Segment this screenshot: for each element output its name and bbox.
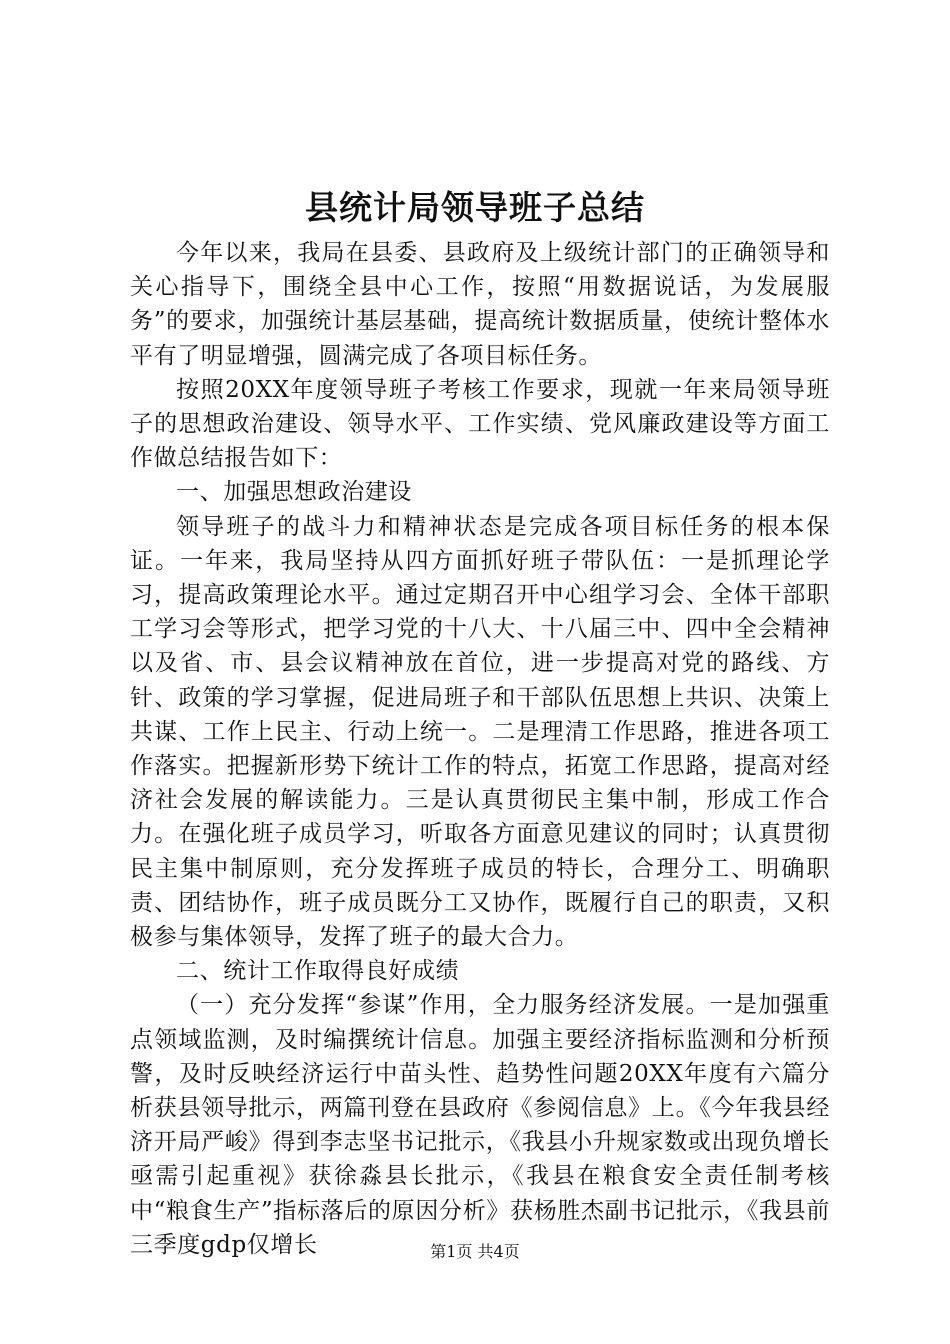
section-heading-2: 二、统计工作取得良好成绩 [176,958,460,985]
paragraph-report-scope: 按照20XX年度领导班子考核工作要求，现就一年来局领导班子的思想政治建设、领导水平、工作实绩、党风廉政建设等方面工作做总结报告如下： [130,376,830,472]
document-body [130,236,830,1262]
section-heading-1: 一、加强思想政治建设 [176,479,412,506]
document-title: 县统计局领导班子总结 [305,188,645,227]
paragraph-political-building: 领导班子的战斗力和精神状态是完成各项目标任务的根本保证。一年来，我局坚持从四方面抓好班子带队伍：一是抓理论学习，提高政策理论水平。通过定期召开中心组学习会、全体干部职工学习会等形式，把学习党的十八大、十八届三中、四中全会精神以及省、市、县会议精神放在首位，进一步提高对党的路线、方针、政策的学习掌握，促进局班子和干部队伍思想上共识、决策上共谋、工作上民主、行动上统一。二是理清工作思路，推进各项工作落实。把握新形势下统计工作的特点，拓宽工作思路，提高对经济社会发展的解读能力。三是认真贯彻民主集中制，形成工作合力。在强化班子成员学习，听取各方面意见建议的同时；认真贯彻民主集中制原则，充分发挥班子成员的特长，合理分工、明确职责、团结协作，班子成员既分工又协作，既履行自己的职责，又积极参与集体领导，发挥了班子的最大合力。 [130,513,830,951]
paragraph-intro: 今年以来，我局在县委、县政府及上级统计部门的正确领导和关心指导下，围绕全县中心工作，按照“用数据说话，为发展服务”的要求，加强统计基层基础，提高统计数据质量，使统计整体水平有了明显增强，圆满完成了各项目标任务。 [130,240,830,369]
paragraph-advisory-role: （一）充分发挥“参谋”作用，全力服务经济发展。一是加强重点领域监测，及时编撰统计信息。加强主要经济指标监测和分析预警，及时反映经济运行中苗头性、趋势性问题20XX年度有六篇分析获县领导批示，两篇刊登在县政府《参阅信息》上。《今年我县经济开局严峻》得到李志坚书记批示，《我县小升规家数或出现负增长亟需引起重视》获徐淼县长批示，《我县在粮食安全责任制考核中“粮食生产”指标落后的原因分析》获杨胜杰副书记批示，《我县前三季度gdp仅增长 [130,992,830,1258]
page-footer: 第1页 共4页 [430,1242,520,1261]
